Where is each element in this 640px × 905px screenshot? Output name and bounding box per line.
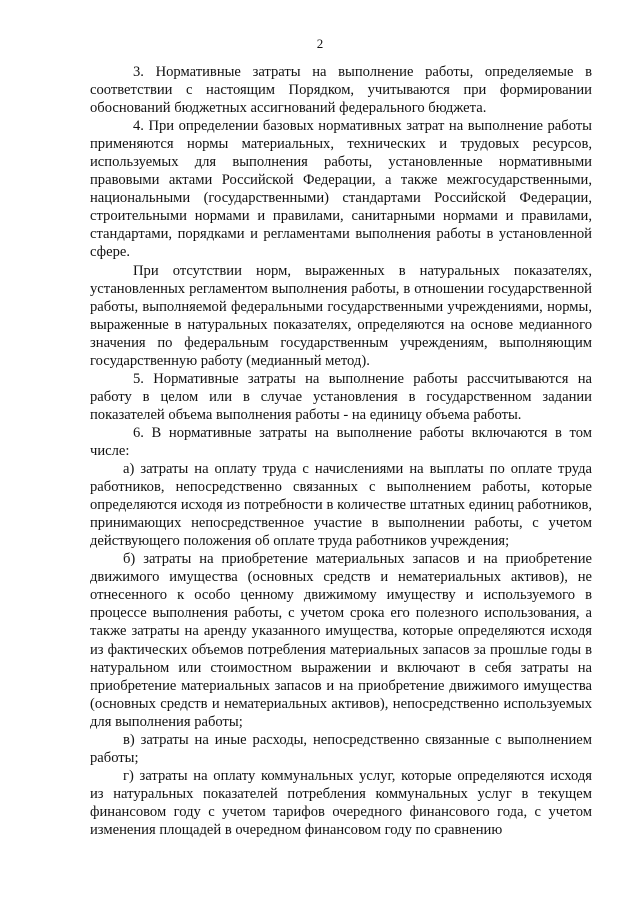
document-body [90,63,592,839]
subparagraph-a: а) затраты на оплату труда с начислениями на выплаты по оплате труда работников, непосредственно связанных с выполнением работы, которые определяются исходя из потребности в количестве штатных единиц работников, принимающих непосредственное участие в выполнении работы, с учетом действующего положения об оплате труда работников учреждения; [90,461,592,550]
page-number: 2 [316,36,324,51]
subparagraph-v: в) затраты на иные расходы, непосредственно связанные с выполнением работы; [90,731,592,766]
subparagraph-b: б) затраты на приобретение материальных запасов и на приобретение движимого имущества (основных средств и нематериальных активов), не отнесенного к особо ценному движимому имуществу и используемого в процессе выполнения работы, с учетом срока его полезного использования, а также затраты на аренду указанного имущества, которые определяются исходя из фактических объемов потребления материальных запасов за прошлые годы в натуральном или стоимостном выражении и включают в себя затраты на приобретение материальных запасов и на приобретение движимого имущества (основных средств и нематериальных активов), непосредственно используемых для выполнения работы; [90,551,592,730]
paragraph-item-4-norms-absent: При отсутствии норм, выраженных в натуральных показателях, установленных регламентом выполнения работы, в отношении государственной работы, выполняемой федеральными государственными учреждениями, нормы, выраженные в натуральных показателях, определяются на основе медианного значения по федеральным государственным учреждениям, выполняющим государственную работу (медианный метод). [90,262,592,369]
paragraph-item-4: 4. При определении базовых нормативных затрат на выполнение работы применяются нормы материальных, технических и трудовых ресурсов, используемых для выполнения работы, установленные нормативными правовыми актами Российской Федерации, а также межгосударственными, национальными (государственными) стандартами Российской Федерации, строительными нормами и правилами, санитарными нормами и правилами, стандартами, порядками и регламентами выполнения работы в установленной сфере. [90,118,592,261]
paragraph-item-6: 6. В нормативные затраты на выполнение работы включаются в том числе: [90,424,592,459]
subparagraph-g: г) затраты на оплату коммунальных услуг, которые определяются исходя из натуральных показателей потребления коммунальных услуг в текущем финансовом году с учетом тарифов очередного финансового года, с учетом изменения площадей в очередном финансовом году по сравнению [90,767,592,838]
paragraph-item-3: 3. Нормативные затраты на выполнение работы, определяемые в соответствии с настоящим Порядком, учитываются при формировании обоснований бюджетных ассигнований федерального бюджета. [90,64,592,117]
paragraph-item-5: 5. Нормативные затраты на выполнение работы рассчитываются на работу в целом или в случае установления в государственном задании показателей объема выполнения работы - на единицу объема работы. [90,370,592,423]
